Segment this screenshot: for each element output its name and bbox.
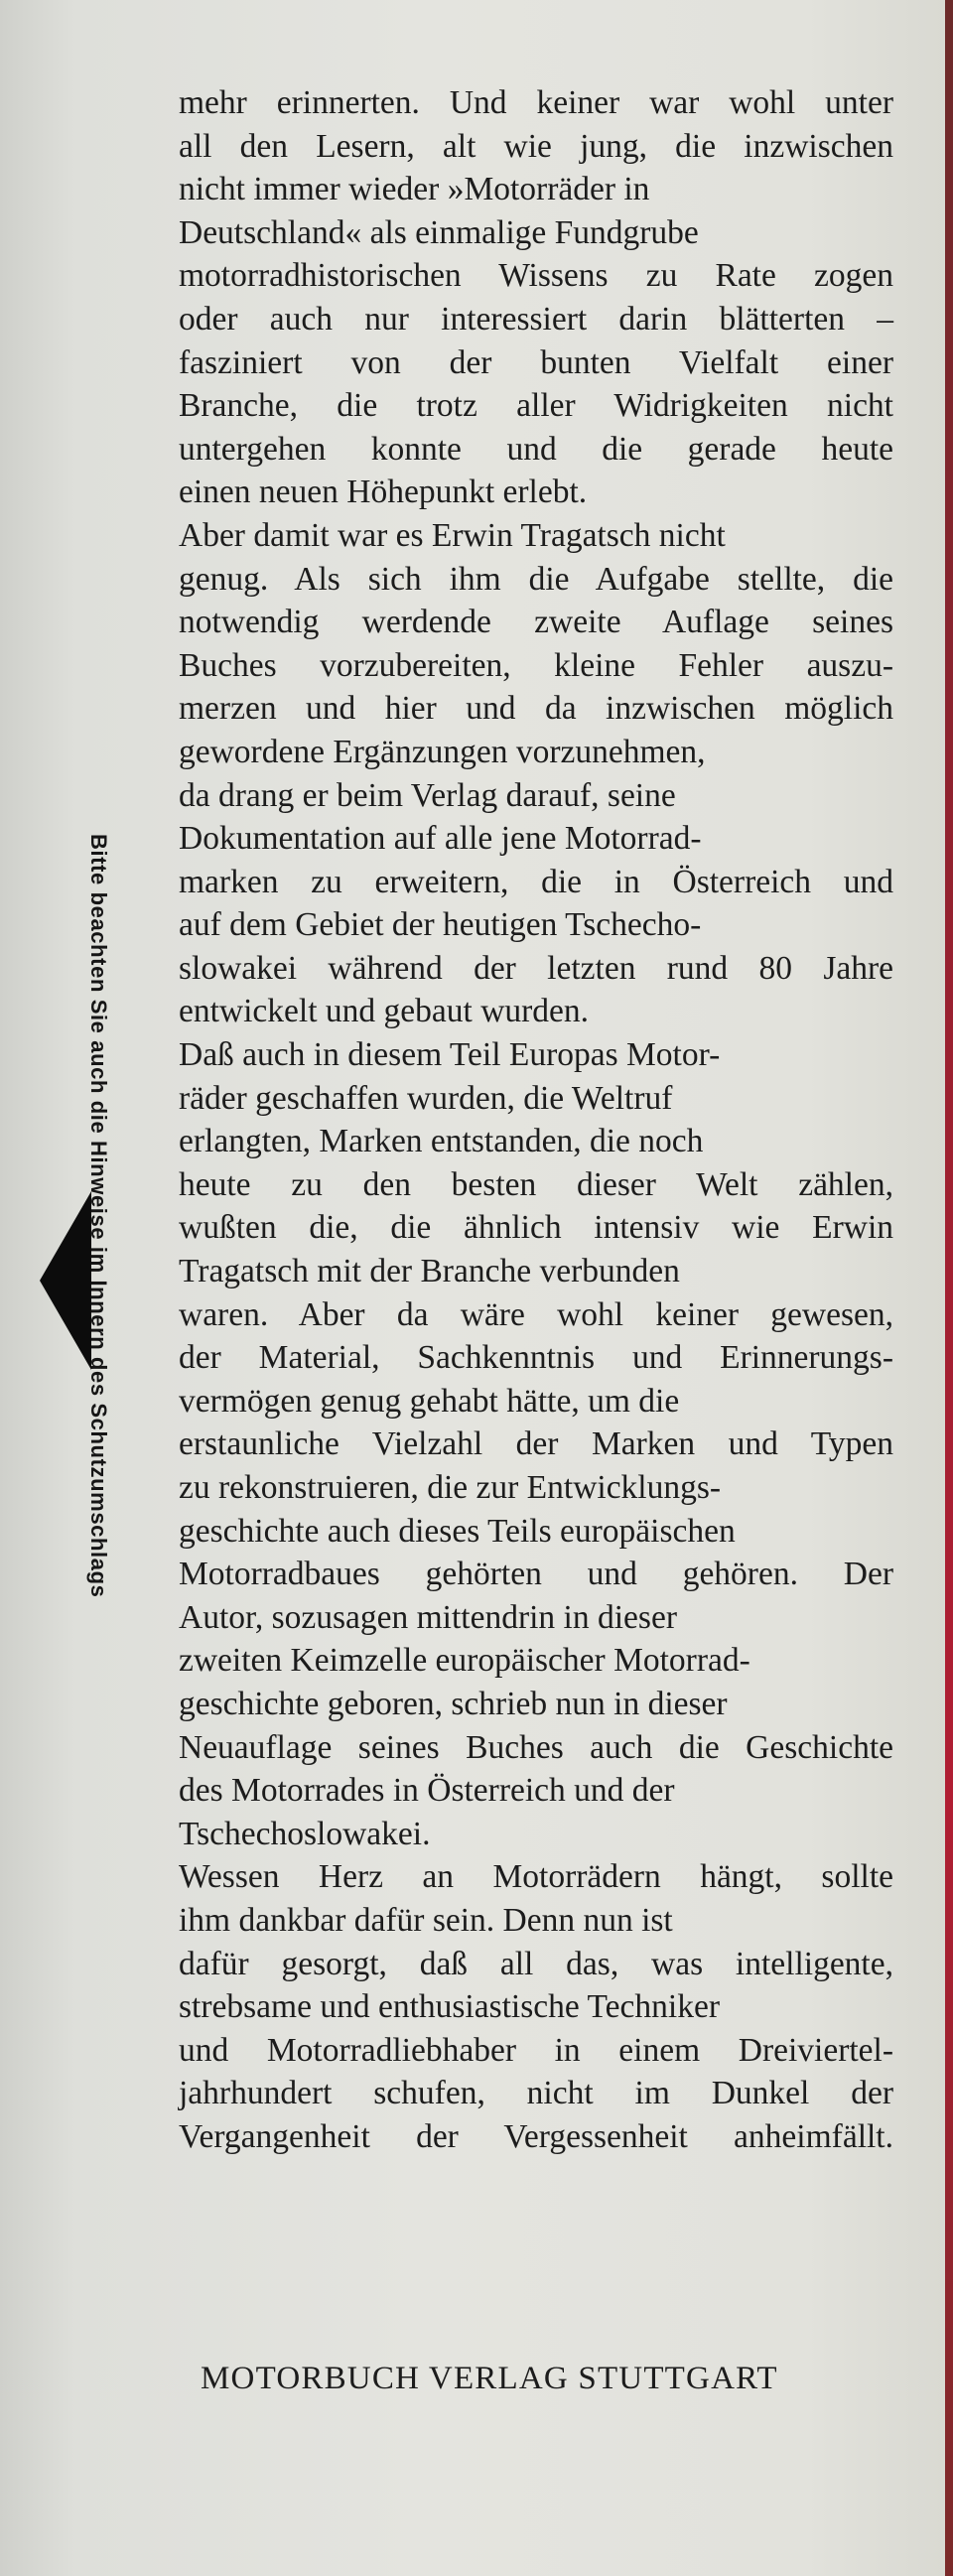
text-line: zu rekonstruieren, die zur Entwicklungs- [179,1469,722,1506]
text-line: oder auch nur interessiert darin blätterten – [179,300,893,338]
text-line: Neuauflage seines Buches auch die Geschichte [179,1728,893,1766]
text-line: da drang er beim Verlag darauf, seine [179,776,676,814]
text-line: Vergangenheit der Vergessenheit anheimfällt. [179,2117,893,2155]
text-line: all den Lesern, alt wie jung, die inzwischen [179,127,893,165]
text-line: erlangten, Marken entstanden, die noch [179,1123,704,1160]
text-line: vermögen genug gehabt hätte, um die [179,1382,680,1420]
text-line: wußten die, die ähnlich intensiv wie Erwin [179,1209,893,1247]
text-line: räder geschaffen wurden, die Weltruf [179,1079,673,1117]
text-line: jahrhundert schufen, nicht im Dunkel der [179,2075,893,2112]
text-line: Aber damit war es Erwin Tragatsch nicht [179,516,726,554]
text-line: einen neuen Höhepunkt erlebt. [179,474,588,511]
text-line: Deutschland« als einmalige Fundgrube [179,213,699,251]
text-line: waren. Aber da wäre wohl keiner gewesen, [179,1295,893,1333]
text-line: dafür gesorgt, daß all das, was intelligente, [179,1945,893,1982]
text-line: erstaunliche Vielzahl der Marken und Typen [179,1425,893,1463]
text-line: Tschechoslowakei. [179,1815,431,1852]
text-line: geschichte geboren, schrieb nun in dieser [179,1685,728,1722]
text-line: Motorradbaues gehörten und gehören. Der [179,1556,893,1593]
text-line: heute zu den besten dieser Welt zählen, [179,1165,893,1203]
text-line: Autor, sozusagen mittendrin in dieser [179,1598,677,1636]
text-line: gewordene Ergänzungen vorzunehmen, [179,733,706,770]
text-line: Wessen Herz an Motorrädern hängt, sollte [179,1858,893,1896]
text-line: untergehen konnte und die gerade heute [179,430,893,468]
text-line: entwickelt und gebaut wurden. [179,993,590,1030]
text-line: notwendig werdende zweite Auflage seines [179,604,893,641]
text-line: Tragatsch mit der Branche verbunden [179,1253,680,1290]
text-line: geschichte auch dieses Teils europäischen [179,1512,736,1550]
text-line: ihm dankbar dafür sein. Denn nun ist [179,1901,673,1939]
text-line: fasziniert von der bunten Vielfalt einer [179,343,893,381]
text-line: Dokumentation auf alle jene Motorrad- [179,820,702,858]
blurb-text [179,81,893,2159]
text-line: motorradhistorischen Wissens zu Rate zogen [179,257,893,295]
text-line: Daß auch in diesem Teil Europas Motor- [179,1036,721,1074]
text-line: auf dem Gebiet der heutigen Tschecho- [179,906,702,944]
text-line: slowakei während der letzten rund 80 Jahre [179,949,893,987]
text-line: Buches vorzubereiten, kleine Fehler auszu- [179,646,893,684]
text-line: marken zu erweitern, die in Österreich und [179,863,893,900]
text-line: zweiten Keimzelle europäischer Motorrad- [179,1642,750,1680]
text-line: mehr erinnerten. Und keiner war wohl unter [179,84,893,121]
side-note: Bitte beachten Sie auch die Hinweise im Innern des Schutzumschlags [86,834,111,1598]
text-line: Branche, die trotz aller Widrigkeiten nicht [179,387,893,425]
text-line: des Motorrades in Österreich und der [179,1772,675,1810]
text-line: und Motorradliebhaber in einem Dreiviertel- [179,2031,893,2069]
triangle-left-icon [40,1191,91,1370]
jacket-edge [945,0,953,2576]
text-line: strebsame und enthusiastische Techniker [179,1988,720,2026]
text-line: nicht immer wieder »Motorräder in [179,171,650,208]
text-line: der Material, Sachkenntnis und Erinnerungs- [179,1339,893,1377]
text-line: merzen und hier und da inzwischen möglich [179,690,893,728]
text-line: genug. Als sich ihm die Aufgabe stellte, die [179,560,893,598]
publisher-name: MOTORBUCH VERLAG STUTTGART [201,2361,778,2396]
